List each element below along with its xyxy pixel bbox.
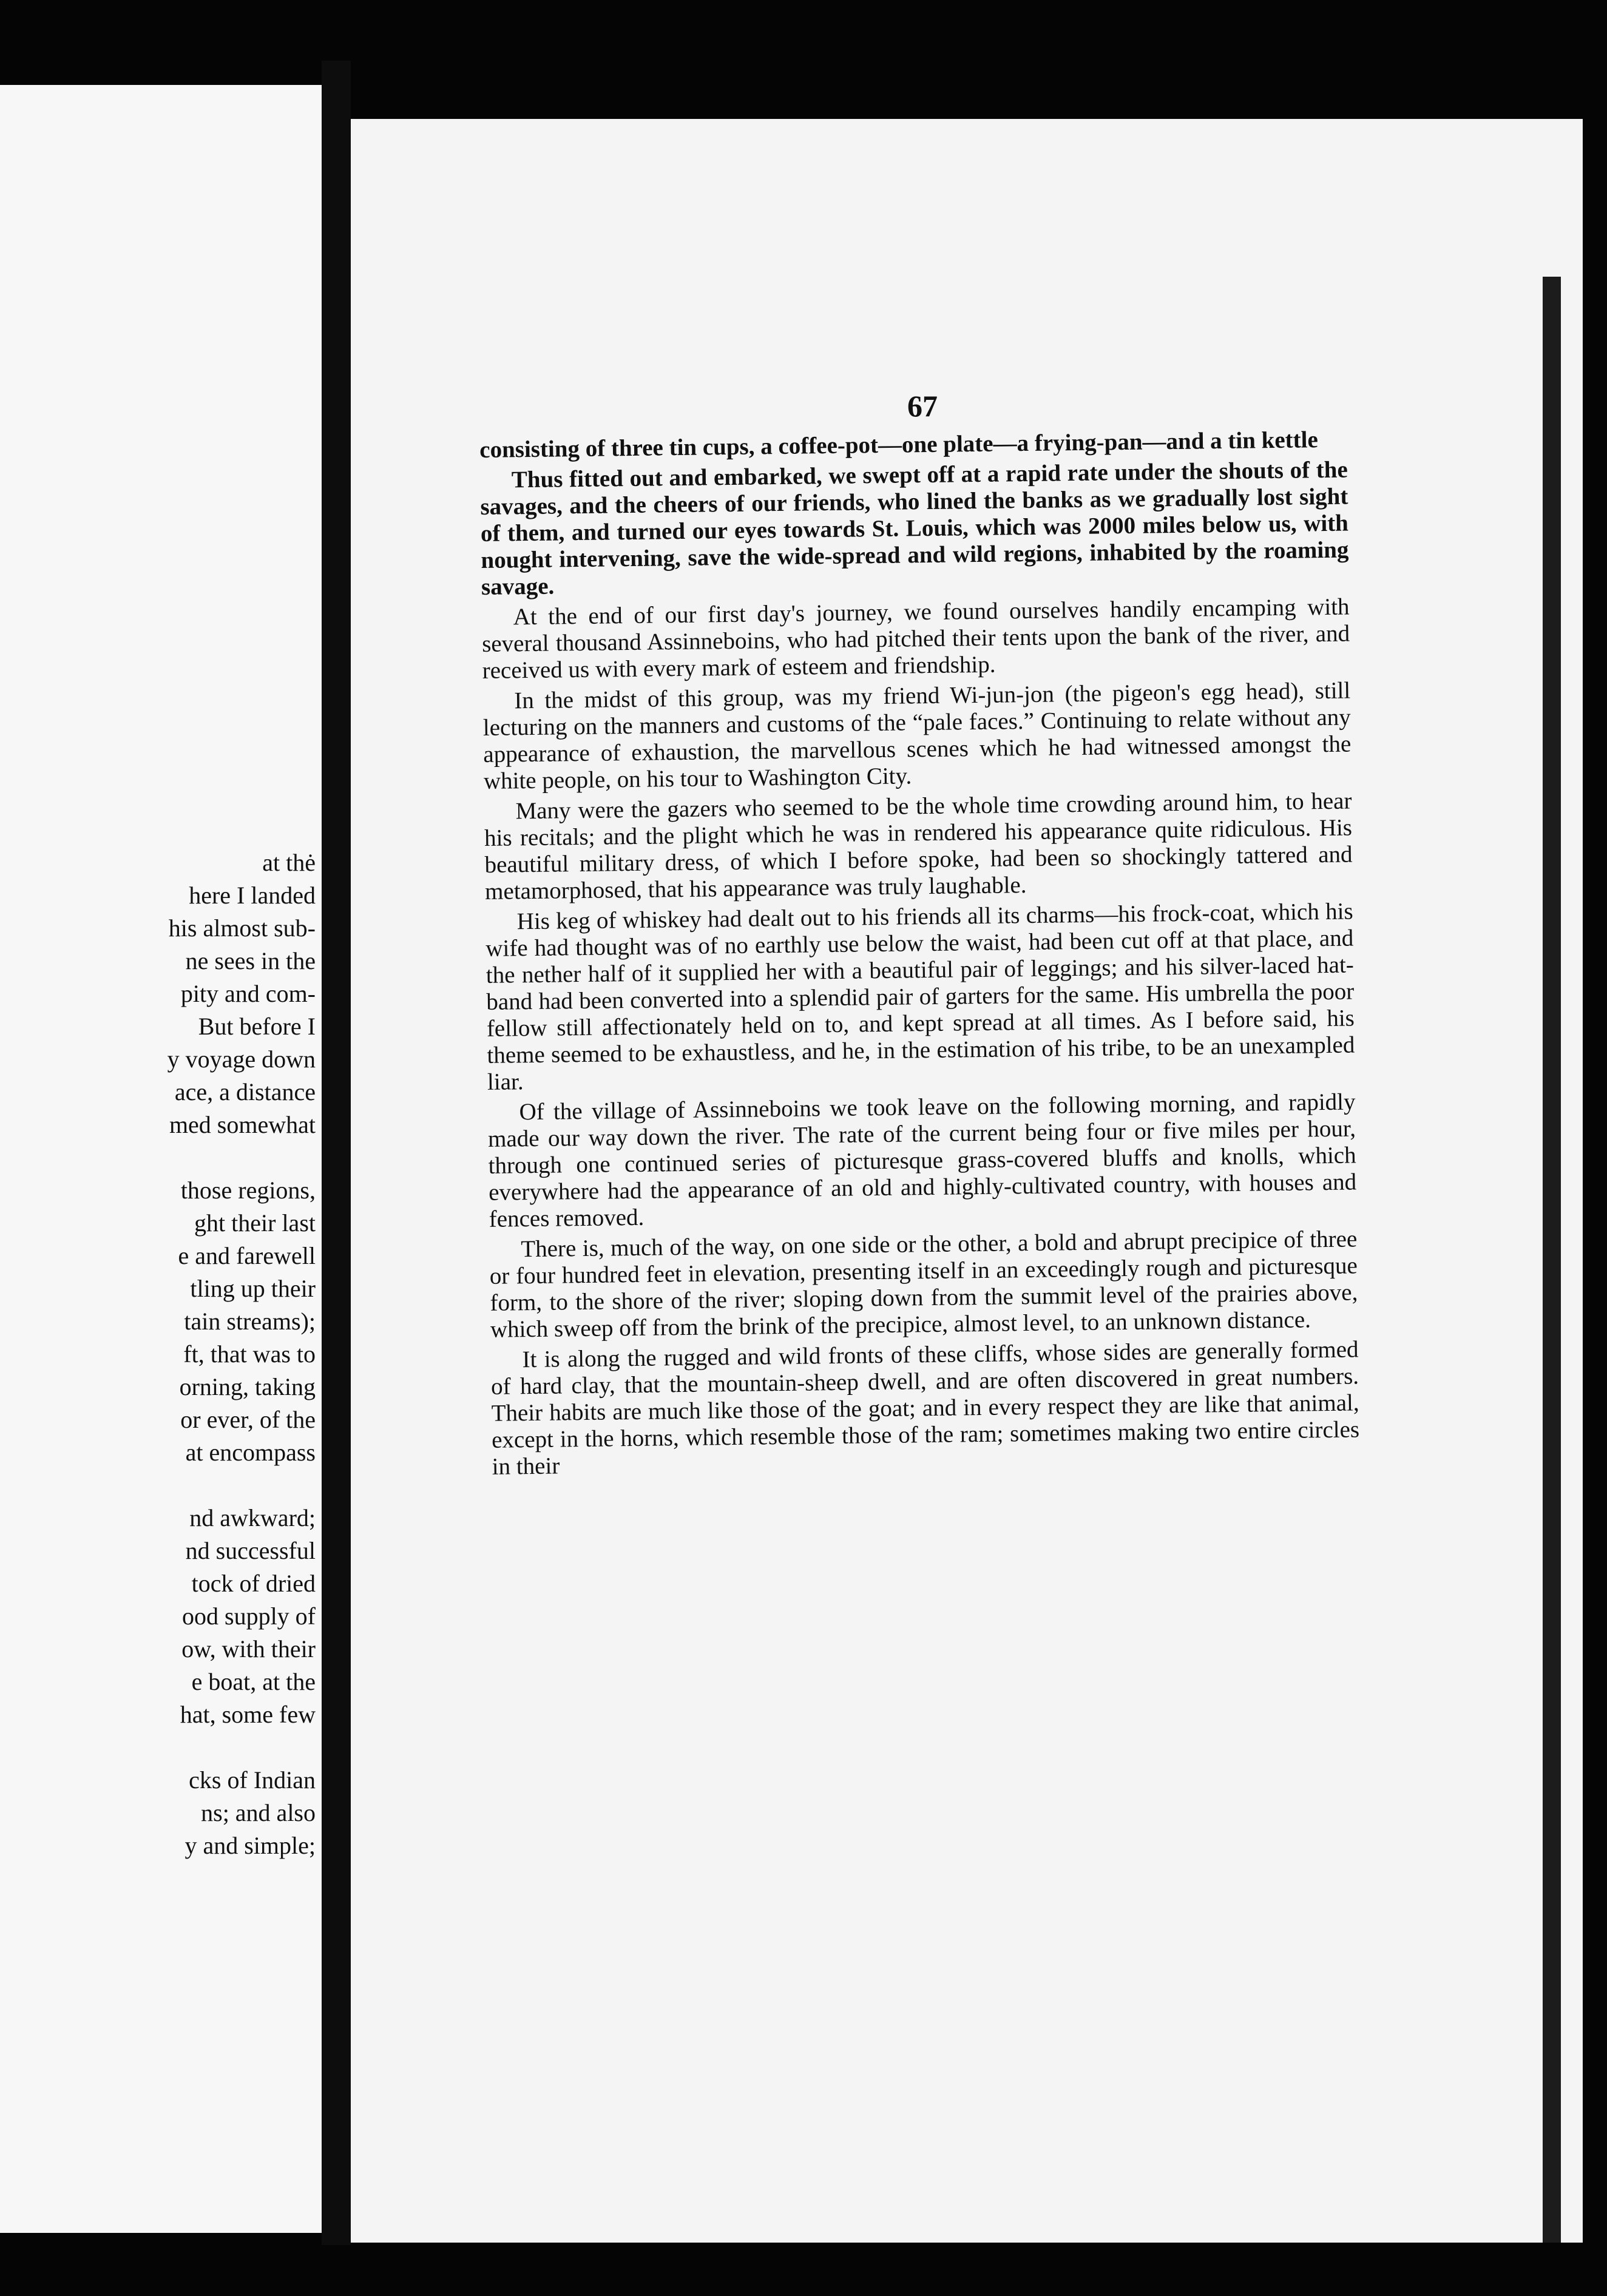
left-page-line: But before I (198, 1013, 316, 1040)
paragraph: It is along the rugged and wild fronts of these cliffs, whose sides are generally formed of hard clay, that the mountain-sheep dwell, and are often discovered in great numbers. Their habits are much like those of the goat; and in every respect they are like that animal, except in the horns, which resemble those of the ram; sometimes making two entire circles in their (490, 1336, 1360, 1480)
left-page-line: or ever, of the (180, 1406, 316, 1433)
left-page (0, 85, 322, 2233)
left-page-line: orning, taking (179, 1373, 316, 1400)
left-page-line: y and simple; (184, 1832, 316, 1859)
left-page-line: tling up their (190, 1275, 316, 1302)
page-edge-shadow (1543, 277, 1561, 2243)
paragraph: At the end of our first day's journey, we found ourselves handily encamping with several thousand Assinneboins, who had pitched their tents upon the bank of the river, and received us with every mark of esteem and friendship. (481, 593, 1350, 684)
left-page-line: nd awkward; (189, 1504, 316, 1531)
left-page-line: nd successful (185, 1537, 316, 1564)
paragraph: In the midst of this group, was my friend Wi-jun-jon (the pigeon's egg head), still lecturing on the manners and customs of the “pale faces.” Continuing to relate without any appearance of exhaustion, the marvellous scenes which he had witnessed amongst the white people, on his tour to Washington City. (482, 677, 1352, 794)
left-page-line: his almost sub- (168, 914, 316, 942)
left-page-line: pity and com- (180, 980, 316, 1007)
paragraph: His keg of whiskey had dealt out to his friends all its charms—his frock-coat, which his wife had thought was of no earthly use below the waist, had been cut off at that place, and the nether half of it supplied her with a beautiful pair of leggings; and his silver-laced hat-band had been converted into a splendid pair of garters for the same. His umbrella the poor fellow still affectionately held on to, and kept spread at all times. As I before said, his theme seemed to be exhaustless, and he, in the estimation of his tribe, to be an unexampled liar. (485, 898, 1355, 1095)
left-page-line: ght their last (194, 1209, 316, 1237)
left-page-line: those regions, (180, 1177, 316, 1204)
left-page-line: e and farewell (178, 1242, 316, 1269)
left-page-line: at thė (262, 849, 316, 876)
left-page-line: hat, some few (180, 1701, 316, 1728)
left-page-line: cks of Indian (189, 1766, 316, 1794)
left-page-line: e boat, at the (191, 1668, 316, 1695)
book-spine (322, 61, 351, 2245)
paragraph: Of the village of Assinneboins we took leave on the following morning, and rapidly made our way down the river. The rate of the current being four or five miles per hour, through one continued series of picturesque grass-covered bluffs and knolls, which everywhere had the appearance of an old and highly-cultivated country, with houses and fences removed. (487, 1089, 1357, 1232)
page-number: 67 (907, 389, 938, 423)
left-page-line: tain streams); (184, 1308, 316, 1335)
left-page-line: ne sees in the (185, 947, 316, 974)
left-page-line: ood supply of (182, 1602, 316, 1630)
left-page-line: at encompass (185, 1439, 316, 1466)
left-page-line: ft, that was to (183, 1340, 316, 1368)
left-page-line: med somewhat (169, 1111, 316, 1138)
paragraph: Thus fitted out and embarked, we swept off at a rapid rate under the shouts of the savages, and the cheers of our friends, who lined the banks as we gradually lost sight of them, and turned our eyes towards St. Louis, which was 2000 miles below us, with nought intervening, save the wide-spread and wild regions, inhabited by the roaming savage. (480, 456, 1349, 600)
left-page-line: ace, a distance (174, 1078, 316, 1106)
page-body-text (479, 427, 1360, 1484)
paragraph: Many were the gazers who seemed to be the whole time crowding around him, to hear his recitals; and the plight which he was in rendered his appearance quite ridiculous. His beautiful military dress, of which I before spoke, had been so shockingly tattered and metamorphosed, that his appearance was truly laughable. (484, 788, 1353, 905)
left-page-line: ow, with their (181, 1635, 316, 1663)
left-page-line: tock of dried (191, 1570, 316, 1597)
left-page-line: ns; and also (201, 1799, 316, 1826)
left-page-line: here I landed (189, 882, 316, 909)
paragraph: There is, much of the way, on one side or the other, a bold and abrupt precipice of three or four hundred feet in elevation, presenting itself in an exceedingly rough and picturesque form, to the shore of the river; sloping down from the summit level of the prairies above, which sweep off from the brink of the precipice, almost level, to an unknown distance. (489, 1226, 1358, 1343)
left-page-line: y voyage down (167, 1045, 316, 1073)
paragraph: consisting of three tin cups, a coffee-pot—one plate—a frying-pan—and a tin kettle (479, 427, 1319, 463)
